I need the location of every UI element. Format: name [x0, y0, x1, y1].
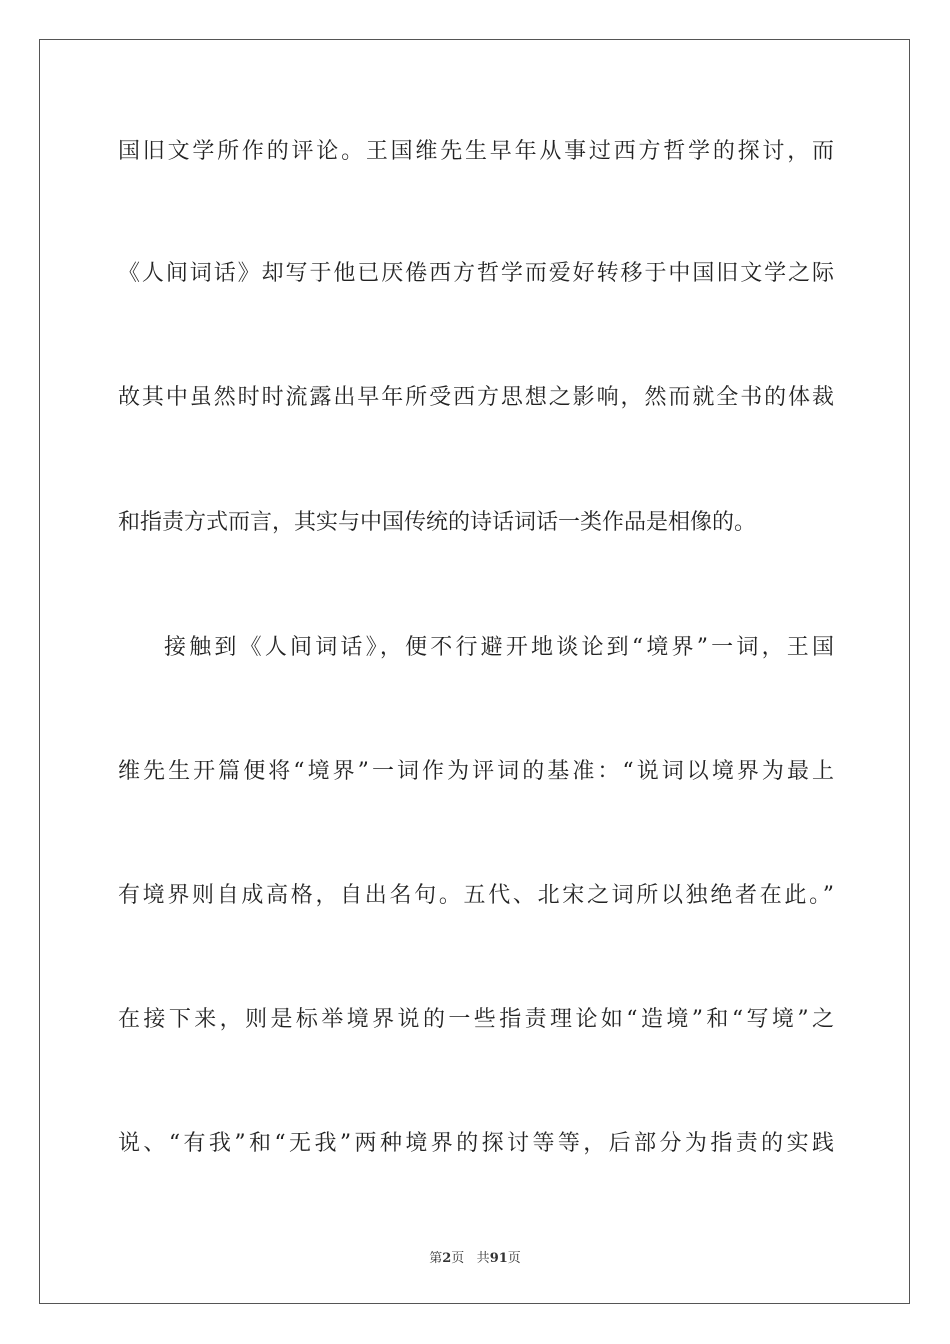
page-number: 2	[442, 1251, 452, 1266]
page-border	[39, 39, 910, 1304]
total-pages: 91	[489, 1251, 508, 1266]
footer-total-prefix: 共	[476, 1251, 490, 1266]
footer-prefix: 第	[429, 1251, 443, 1266]
text-line-6: 维先生开篇便将“境界”一词作为评词的基准：“说词以境界为最上	[118, 759, 834, 784]
text-line-3: 故其中虽然时时流露出早年所受西方思想之影响，然而就全书的体裁	[118, 385, 834, 410]
text-line-7: 有境界则自成高格，自出名句。五代、北宋之词所以独绝者在此。”	[118, 883, 834, 908]
text-line-5: 接触到《人间词话》，便不行避开地谈论到“境界”一词，王国	[164, 635, 834, 660]
text-line-8: 在接下来，则是标举境界说的一些指责理论如“造境”和“写境”之	[118, 1007, 834, 1032]
text-line-4: 和指责方式而言，其实与中国传统的诗话词话一类作品是相像的。	[118, 510, 757, 535]
footer-page-suffix: 页	[451, 1251, 465, 1266]
text-line-2: 《人间词话》却写于他已厌倦西方哲学而爱好转移于中国旧文学之际	[118, 261, 834, 286]
text-line-9: 说、“有我”和“无我”两种境界的探讨等等，后部分为指责的实践	[118, 1131, 834, 1156]
text-line-1: 国旧文学所作的评论。王国维先生早年从事过西方哲学的探讨，而	[118, 139, 834, 164]
page-footer	[0, 1247, 950, 1266]
footer-total-suffix: 页	[507, 1251, 521, 1266]
